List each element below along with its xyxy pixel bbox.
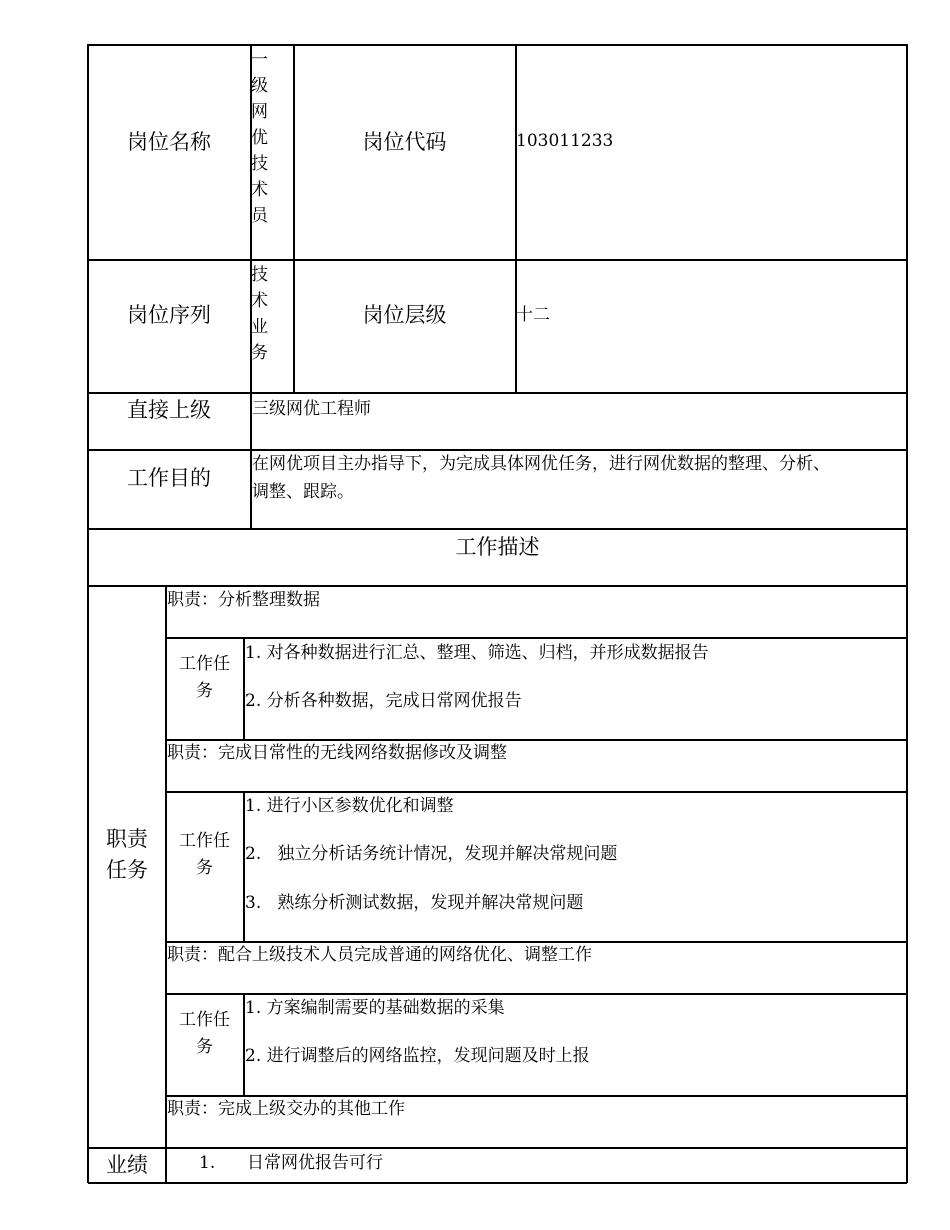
purpose-label: 工作目的 xyxy=(127,466,211,490)
task-item: 1. 对各种数据进行汇总、整理、筛选、归档，并形成数据报告 xyxy=(245,643,709,663)
row-divider xyxy=(166,941,907,943)
row-divider xyxy=(88,259,907,261)
duties-label-line-1: 职责 xyxy=(106,827,148,851)
duties-label-line-2: 任务 xyxy=(106,858,148,882)
col-divider xyxy=(293,44,295,393)
task-item: 3. 熟练分析测试数据，发现并解决常规问题 xyxy=(245,893,584,913)
table-border-top xyxy=(88,44,907,46)
tasks-label: 工作任 xyxy=(179,831,230,851)
table-border-bottom xyxy=(88,1182,907,1184)
task-item: 2. 进行调整后的网络监控，发现问题及时上报 xyxy=(245,1046,590,1066)
post-code-value: 103011233 xyxy=(516,131,614,151)
post-name-label: 岗位名称 xyxy=(127,130,211,154)
section-title: 工作描述 xyxy=(455,535,540,559)
row-divider xyxy=(166,993,907,995)
task-item: 1. 进行小区参数优化和调整 xyxy=(245,796,454,816)
tasks-label: 务 xyxy=(196,1037,213,1057)
row-divider xyxy=(166,637,907,639)
supervisor-label: 直接上级 xyxy=(127,398,211,422)
row-divider xyxy=(166,1095,907,1097)
tasks-label: 务 xyxy=(196,681,213,701)
row-divider xyxy=(88,585,907,587)
task-item: 2. 分析各种数据，完成日常网优报告 xyxy=(245,691,522,711)
performance-item-text: 日常网优报告可行 xyxy=(247,1153,383,1173)
row-divider xyxy=(166,739,907,741)
duty-title: 职责：完成日常性的无线网络数据修改及调整 xyxy=(167,743,507,763)
performance-label: 业绩 xyxy=(106,1153,148,1177)
tasks-label: 工作任 xyxy=(179,1010,230,1030)
post-level-value: 十二 xyxy=(516,305,550,325)
table-border-left xyxy=(87,44,89,1183)
row-divider xyxy=(88,1147,907,1149)
col-divider xyxy=(515,44,517,393)
col-divider xyxy=(165,585,167,1183)
purpose-line-1: 在网优项目主办指导下，为完成具体网优任务，进行网优数据的整理、分析、 xyxy=(252,454,830,474)
post-series-label: 岗位序列 xyxy=(127,303,211,327)
row-divider xyxy=(88,449,907,451)
purpose-line-2: 调整、跟踪。 xyxy=(252,482,354,502)
table-border-right xyxy=(906,44,908,1183)
row-divider xyxy=(88,528,907,530)
post-level-label: 岗位层级 xyxy=(362,303,447,327)
duty-title: 职责：完成上级交办的其他工作 xyxy=(167,1099,405,1119)
task-item: 1. 方案编制需要的基础数据的采集 xyxy=(245,998,505,1018)
performance-item-number: 1. xyxy=(199,1153,216,1173)
post-series-value: 技术业务 xyxy=(251,265,268,363)
post-name-value: 一级网优技术员 xyxy=(251,50,268,226)
duty-title: 职责：配合上级技术人员完成普通的网络优化、调整工作 xyxy=(167,945,592,965)
row-divider xyxy=(88,392,907,394)
tasks-label: 工作任 xyxy=(179,654,230,674)
post-code-label: 岗位代码 xyxy=(362,130,447,154)
supervisor-value: 三级网优工程师 xyxy=(252,399,371,419)
tasks-label: 务 xyxy=(196,858,213,878)
duty-title: 职责：分析整理数据 xyxy=(167,590,320,610)
row-divider xyxy=(166,791,907,793)
task-item: 2. 独立分析话务统计情况，发现并解决常规问题 xyxy=(245,844,618,864)
